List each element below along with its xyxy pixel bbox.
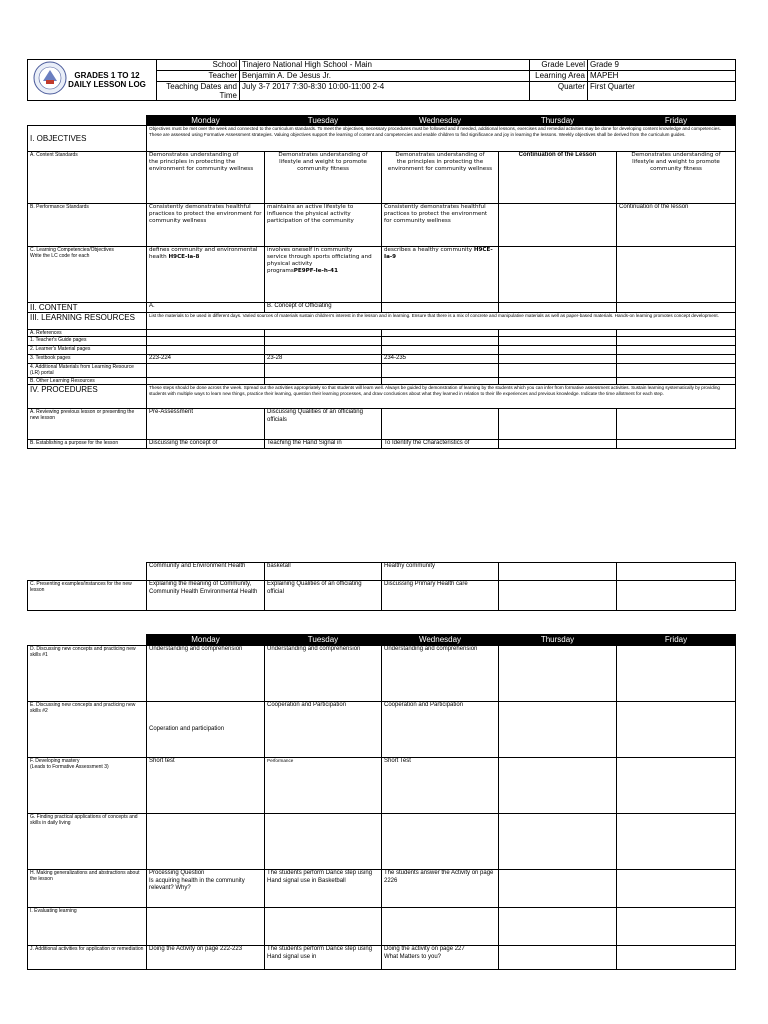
content-standard-thu: Continuation of the Lesson bbox=[499, 152, 617, 204]
row-label-evaluating: I. Evaluating learning bbox=[28, 908, 147, 946]
competency-mon-text: defines community and environmental health bbox=[149, 247, 258, 260]
concepts2-wed: Cooperation and Participation bbox=[382, 702, 499, 758]
form-title bbox=[28, 60, 157, 101]
resources-note: List the materials to be used in different days. Varied sources of materials sustain children's interest in the lesson and in learning. Ensure that there is a mix of concrete and manipulative materials as well as paper-based materials. Hands-on learning promotes concept development. bbox=[147, 313, 736, 330]
competency-thu bbox=[499, 247, 617, 303]
concepts2-tue: Cooperation and Participation bbox=[265, 702, 382, 758]
row-label-presenting-examples: C. Presenting examples/instances for the new lesson bbox=[28, 581, 147, 611]
generalizations-tue: The students perform Dance step using Hand signal use in Basketball bbox=[265, 870, 382, 908]
day-header-wednesday: Wednesday bbox=[382, 116, 499, 126]
concepts1-wed: Understanding and comprehension bbox=[382, 646, 499, 702]
purpose-mon: Discussing the concept of bbox=[147, 440, 265, 449]
row-label-competencies: C. Learning Competencies/Objectives Write the LC code for each bbox=[28, 247, 147, 303]
additional-wed: Doing the activity on page 227 What Matters to you? bbox=[382, 946, 499, 970]
examples-wed: Discussing Primary Health care bbox=[382, 581, 499, 611]
purpose-wed: To Identify the Characteristics of bbox=[382, 440, 499, 449]
row-label-applications: G. Finding practical applications of concepts and skills in daily living bbox=[28, 814, 147, 870]
concepts1-mon: Understanding and comprehension bbox=[147, 646, 265, 702]
row-label-reviewing: A. Reviewing previous lesson or presenting the new lesson bbox=[28, 409, 147, 440]
additional-tue: The students perform Dance step using Hand signal use in bbox=[265, 946, 382, 970]
reviewing-tue: Discussing Qualities of an officiating officials bbox=[265, 409, 382, 440]
content-mon: A. bbox=[147, 303, 265, 313]
quarter-value: First Quarter bbox=[588, 82, 736, 101]
textbook-pages-wed: 234-235 bbox=[382, 355, 499, 364]
day-header-wednesday-2: Wednesday bbox=[382, 635, 499, 646]
grade-level-label: Grade Level bbox=[530, 60, 588, 71]
grade-level-value: Grade 9 bbox=[588, 60, 736, 71]
row-label-learners-material: 2. Learner's Material pages bbox=[28, 346, 147, 355]
quarter-label: Quarter bbox=[530, 82, 588, 101]
examples-mon: Explaining the meaning of Community, Community Health Environmental Health bbox=[147, 581, 265, 611]
purpose-tue-cont: basketall bbox=[265, 563, 382, 581]
row-label-additional-materials: 4. Additional Materials from Learning Resource (LR) portal bbox=[28, 364, 147, 378]
performance-standard-thu bbox=[499, 204, 617, 247]
competency-mon-code: H9CE-Ia-8 bbox=[168, 254, 200, 260]
row-label-purpose: B. Establishing a purpose for the lesson bbox=[28, 440, 147, 449]
content-thu bbox=[499, 303, 617, 313]
competency-wed-code: H9CE-Ia-9 bbox=[384, 247, 493, 260]
textbook-pages-mon: 223-224 bbox=[147, 355, 265, 364]
concepts2-mon: Coperation and participation bbox=[147, 702, 265, 758]
purpose-tue: Teaching the Hand Signal in bbox=[265, 440, 382, 449]
empty-label-cell bbox=[28, 563, 147, 581]
row-label-teachers-guide: 1. Teacher's Guide pages bbox=[28, 337, 147, 346]
section-procedures: IV. PROCEDURES bbox=[28, 385, 147, 409]
competency-tue-code: PE9PF-Ie-h-41 bbox=[293, 268, 338, 274]
performance-standard-tue: maintains an active lifestyle to influence the physical activity participation of the community bbox=[265, 204, 382, 247]
teacher-value: Benjamin A. De Jesus Jr. bbox=[240, 71, 530, 82]
learning-area-label: Learning Area bbox=[530, 71, 588, 82]
row-label-concepts-2: E. Discussing new concepts and practicing new skills #2 bbox=[28, 702, 147, 758]
row-label-textbook: 3. Textbook pages bbox=[28, 355, 147, 364]
teaching-dates-label: Teaching Dates and Time bbox=[157, 82, 240, 101]
lesson-table-page2 bbox=[27, 634, 736, 970]
competency-fri bbox=[617, 247, 736, 303]
performance-standard-fri: Continuation of the lesson bbox=[617, 204, 736, 247]
reviewing-mon: Pre-Assessment bbox=[147, 409, 265, 440]
section-objectives: I. OBJECTIVES bbox=[28, 126, 147, 152]
form-title-line2: DAILY LESSON LOG bbox=[68, 80, 146, 89]
school-label: School bbox=[157, 60, 240, 71]
content-standard-tue: Demonstrates understanding of lifestyle and weight to promote community fitness bbox=[265, 152, 382, 204]
row-label-concepts-1: D. Discussing new concepts and practicing new skills #1 bbox=[28, 646, 147, 702]
teaching-dates-value: July 3-7 2017 7:30-8:30 10:00-11:00 2-4 bbox=[240, 82, 530, 101]
lesson-table-page1 bbox=[27, 115, 736, 449]
mastery-wed: Short Test bbox=[382, 758, 499, 814]
row-label-references: A. References bbox=[28, 330, 147, 337]
competency-wed-text: describes a healthy community bbox=[384, 247, 474, 253]
competency-mon bbox=[147, 247, 265, 303]
content-tue: B. Concept of Officiating bbox=[265, 303, 382, 313]
content-standard-wed: Demonstrates understanding of the principles in protecting the environment for community wellness bbox=[382, 152, 499, 204]
day-header-monday-2: Monday bbox=[147, 635, 265, 646]
performance-standard-wed: Consistently demonstrates healthful practices to protect the environment for community wellness bbox=[382, 204, 499, 247]
content-standard-mon: Demonstrates understanding of the principles in protecting the environment for community wellness bbox=[147, 152, 265, 204]
content-standard-fri: Demonstrates understanding of lifestyle and weight to promote community fitness bbox=[617, 152, 736, 204]
day-header-monday: Monday bbox=[147, 116, 265, 126]
objectives-note: Objectives must be met over the week and connected to the curriculum standards. To meet the objectives, necessary procedures must be followed and if needed, additional lessons, exercises and remedial activities may be done for developing content knowledge and competencies. These are assessed using Formative Assessment strategies. Valuing objectives support the learning of content and competencies and enable children to find significance and joy in learning the lessons. Weekly objectives shall be derived from the curriculum guides. bbox=[147, 126, 736, 152]
additional-mon: Doing the Activity on page 222-223 bbox=[147, 946, 265, 970]
day-header-thursday-2: Thursday bbox=[499, 635, 617, 646]
mastery-mon: Short test bbox=[147, 758, 265, 814]
row-label-generalizations: H. Making generalizations and abstractions about the lesson bbox=[28, 870, 147, 908]
learning-area-value: MAPEH bbox=[588, 71, 736, 82]
row-label-other-resources: B. Other Learning Resources bbox=[28, 378, 147, 385]
section-learning-resources: III. LEARNING RESOURCES bbox=[28, 313, 147, 330]
row-label-additional-activities: J. Additional activities for application or remediation bbox=[28, 946, 147, 970]
day-header-tuesday-2: Tuesday bbox=[265, 635, 382, 646]
row-label-performance-standards: B. Performance Standards bbox=[28, 204, 147, 247]
competency-wed bbox=[382, 247, 499, 303]
row-label-content-standards: A. Content Standards bbox=[28, 152, 147, 204]
row-label-mastery: F. Developing mastery (Leads to Formative Assessment 3) bbox=[28, 758, 147, 814]
generalizations-mon: Processing Question Is acquiring health in the community relevant? Why? bbox=[147, 870, 265, 908]
content-wed bbox=[382, 303, 499, 313]
mastery-tue: Performance bbox=[265, 758, 382, 814]
lesson-table-page2-top bbox=[27, 562, 736, 611]
textbook-pages-tue: 23-28 bbox=[265, 355, 382, 364]
competency-tue bbox=[265, 247, 382, 303]
competency-tue-text: involves oneself in community service through sports officiating and physical activity programs bbox=[267, 247, 372, 274]
performance-standard-mon: Consistently demonstrates healthful practices to protect the environment for community wellness bbox=[147, 204, 265, 247]
examples-tue: Explaining Qualities of an officiating official bbox=[265, 581, 382, 611]
day-header-friday-2: Friday bbox=[617, 635, 736, 646]
day-header-tuesday: Tuesday bbox=[265, 116, 382, 126]
procedures-note: These steps should be done across the week. Spread out the activities appropriately so that students will learn well. Always be guided by demonstration of learning by the students which you can infer from formative assessment activities. Sustain learning systematically by providing students with multiple ways to learn new things, practice their learning, question their learning processes, and draw conclusions about what they learned in relation to their life experiences and previous knowledge. Indicate the time allotment for each step. bbox=[147, 385, 736, 409]
purpose-wed-cont: Healthy community bbox=[382, 563, 499, 581]
section-content: II. CONTENT bbox=[28, 303, 147, 313]
form-title-line1: GRADES 1 TO 12 bbox=[74, 71, 140, 80]
teacher-label: Teacher bbox=[157, 71, 240, 82]
content-fri bbox=[617, 303, 736, 313]
day-header-thursday: Thursday bbox=[499, 116, 617, 126]
purpose-mon-cont: Community and Environment Health bbox=[147, 563, 265, 581]
generalizations-wed: The students answer the Activity on page 2226 bbox=[382, 870, 499, 908]
header-table bbox=[27, 59, 736, 101]
day-header-friday: Friday bbox=[617, 116, 736, 126]
school-value: Tinajero National High School - Main bbox=[240, 60, 530, 71]
concepts1-tue: Understanding and comprehension bbox=[265, 646, 382, 702]
